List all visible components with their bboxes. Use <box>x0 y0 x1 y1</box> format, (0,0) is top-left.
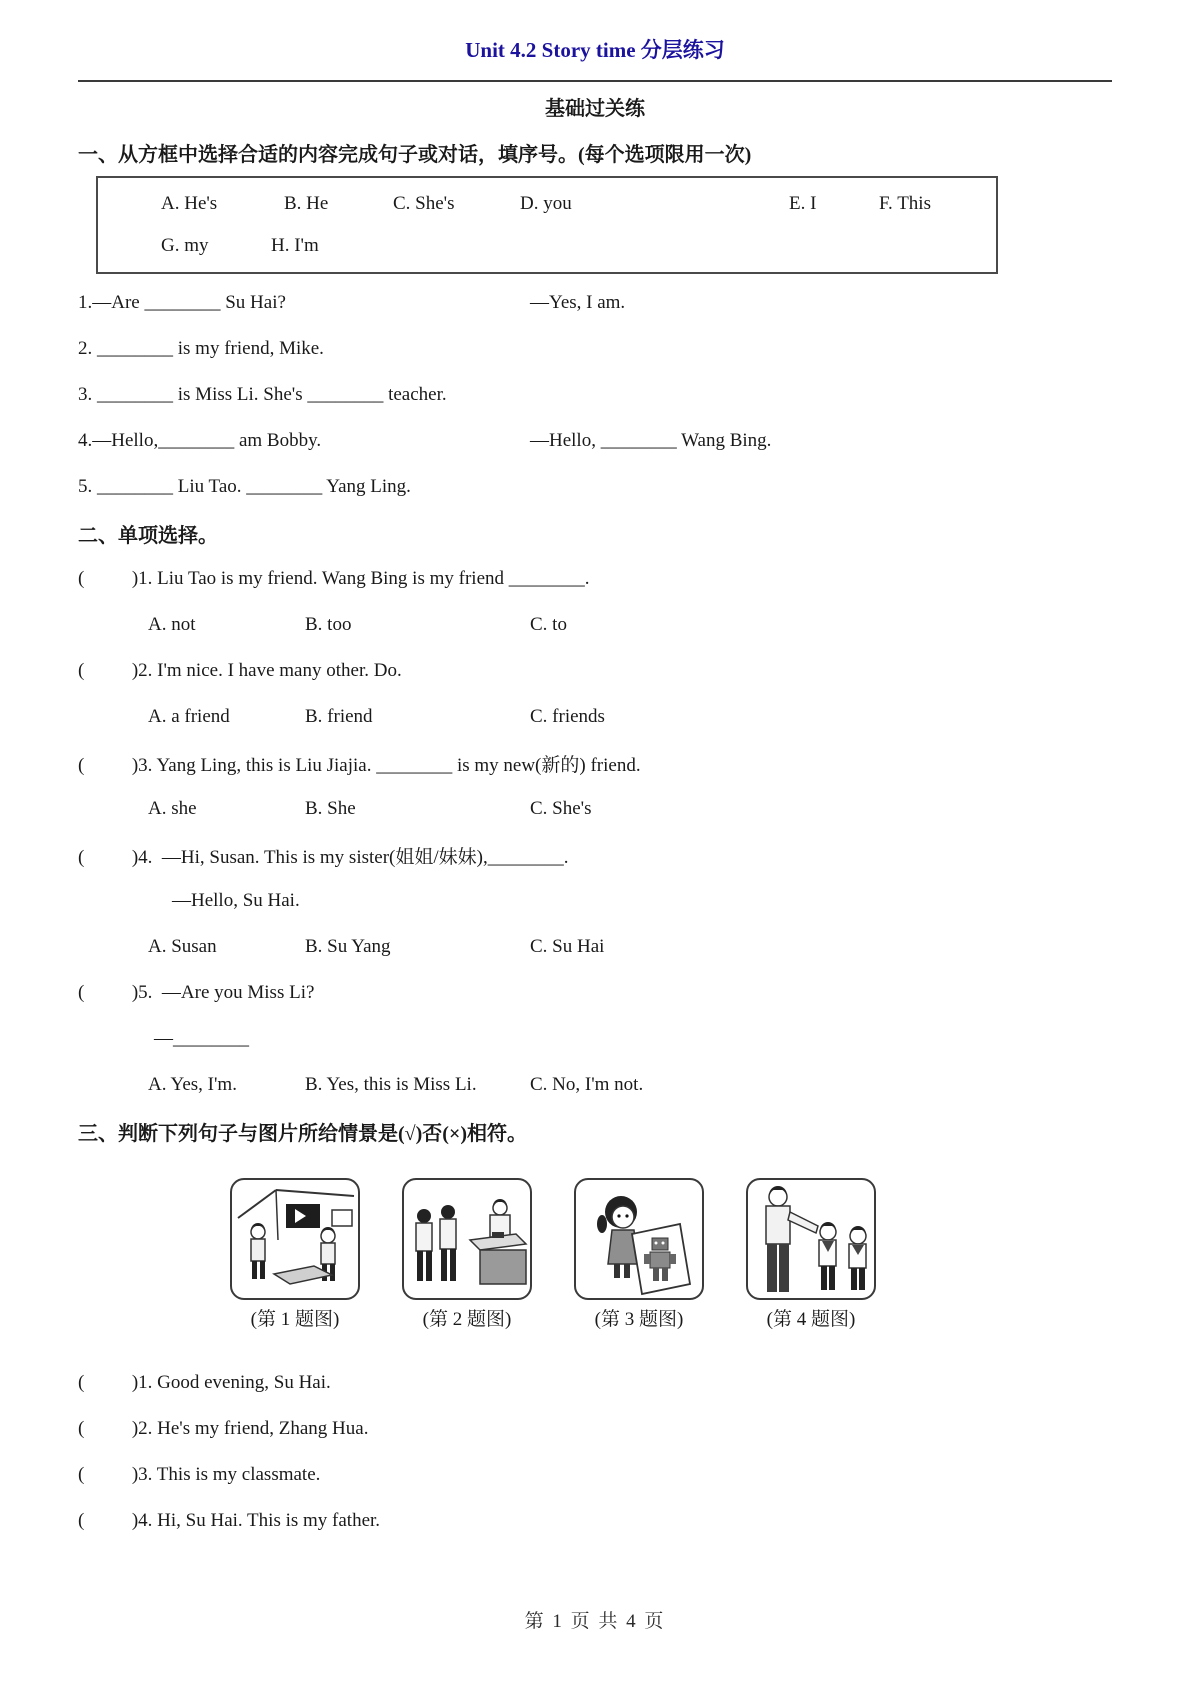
section2-questions <box>78 556 1112 1108</box>
girl-robot-drawing-image <box>576 1180 702 1298</box>
mc-options-row <box>78 924 1112 970</box>
fill-blank-item <box>78 464 1112 510</box>
mc-option-a: A. she <box>148 798 197 819</box>
word-bank-option-f: F. This <box>879 193 931 214</box>
section1-heading: 一、从方框中选择合适的内容完成句子或对话，填序号。(每个选项限用一次) <box>78 143 752 166</box>
classroom-greeting-image <box>232 1180 358 1298</box>
mc-option-b: B. too <box>305 614 352 635</box>
judge-statement: ( )4. Hi, Su Hai. This is my father. <box>78 1510 381 1531</box>
illustration-captions <box>230 1300 1112 1334</box>
mc-option-a: A. Yes, I'm. <box>148 1074 237 1095</box>
picture-caption-1: (第 1 题图) <box>250 1308 340 1330</box>
illustration-scene-2 <box>402 1178 532 1300</box>
fill-blank-text: 3. ________ is Miss Li. She's ________ teacher. <box>78 384 447 405</box>
word-bank-option-e: E. I <box>789 193 817 214</box>
section2-heading: 二、单项选择。 <box>78 524 218 547</box>
mc-question-stem: ( )1. Liu Tao is my friend. Wang Bing is my friend ________. <box>78 568 590 589</box>
fill-blank-item <box>78 372 1112 418</box>
mc-question-stem: ( )3. Yang Ling, this is Liu Jiajia. ________ is my new(新的) friend. <box>78 754 641 776</box>
word-bank-option-c: C. She's <box>393 193 455 214</box>
worksheet-subtitle: 基础过关练 <box>545 98 645 120</box>
fill-blank-answer-text: —Hello, ________ Wang Bing. <box>530 430 772 451</box>
mc-option-b: B. friend <box>305 706 373 727</box>
mc-option-b: B. Yes, this is Miss Li. <box>305 1074 477 1095</box>
fill-blank-text: 4.—Hello,________ am Bobby. <box>78 430 322 451</box>
word-bank-option-h: H. I'm <box>271 235 319 256</box>
mc-question-stem: ( )2. I'm nice. I have many other. Do. <box>78 660 402 681</box>
mc-option-c: C. No, I'm not. <box>530 1074 644 1095</box>
word-bank-option-b: B. He <box>284 193 329 214</box>
word-bank-option-g: G. my <box>161 235 209 256</box>
mc-option-a: A. a friend <box>148 706 230 727</box>
mc-option-b: B. She <box>305 798 356 819</box>
fill-blank-text: 2. ________ is my friend, Mike. <box>78 338 324 359</box>
judge-statement: ( )3. This is my classmate. <box>78 1464 321 1485</box>
illustration-scene-3 <box>574 1178 704 1300</box>
mc-option-c: C. to <box>530 614 567 635</box>
mc-option-c: C. friends <box>530 706 605 727</box>
mc-option-c: C. She's <box>530 798 592 819</box>
mc-question-stem: ( )5. —Are you Miss Li? <box>78 982 315 1003</box>
mc-option-a: A. Susan <box>148 936 217 957</box>
teacher-desk-image <box>404 1180 530 1298</box>
page-number-footer: 第 1 页 共 4 页 <box>524 1611 666 1632</box>
mc-option-a: A. not <box>148 614 196 635</box>
judge-statement: ( )1. Good evening, Su Hai. <box>78 1372 331 1393</box>
fill-blank-item <box>78 326 1112 372</box>
header-divider <box>78 80 1112 82</box>
mc-options-row <box>78 786 1112 832</box>
fill-blank-answer-text: —Yes, I am. <box>530 292 626 313</box>
mc-question-reply: —________ <box>154 1028 249 1049</box>
mc-options-row <box>78 602 1112 648</box>
fill-blank-item <box>78 418 1112 464</box>
word-bank-option-a: A. He's <box>161 193 218 214</box>
mc-question-stem: ( )4. —Hi, Susan. This is my sister(姐姐/妹妹),________. <box>78 846 569 868</box>
fill-blank-text: 1.—Are ________ Su Hai? <box>78 292 286 313</box>
picture-caption-4: (第 4 题图) <box>766 1308 856 1330</box>
section1-items <box>78 274 1112 510</box>
mc-question-reply: —Hello, Su Hai. <box>172 890 300 911</box>
word-bank-box <box>96 176 998 274</box>
mc-options-row <box>78 694 1112 740</box>
mc-option-c: C. Su Hai <box>530 936 605 957</box>
section3-statements <box>78 1334 1112 1544</box>
section3-heading: 三、判断下列句子与图片所给情景是(√)否(×)相符。 <box>78 1122 528 1145</box>
illustration-scene-4 <box>746 1178 876 1300</box>
picture-caption-2: (第 2 题图) <box>422 1308 512 1330</box>
fill-blank-item <box>78 280 1112 326</box>
judge-statement: ( )2. He's my friend, Zhang Hua. <box>78 1418 369 1439</box>
fill-blank-text: 5. ________ Liu Tao. ________ Yang Ling. <box>78 476 411 497</box>
picture-caption-3: (第 3 题图) <box>594 1308 684 1330</box>
father-children-image <box>748 1180 874 1298</box>
illustration-scene-1 <box>230 1178 360 1300</box>
mc-option-b: B. Su Yang <box>305 936 391 957</box>
mc-options-row <box>78 1062 1112 1108</box>
page-title: Unit 4.2 Story time 分层练习 <box>465 38 725 62</box>
word-bank-option-d: D. you <box>520 193 572 214</box>
illustration-row <box>230 1178 1112 1300</box>
